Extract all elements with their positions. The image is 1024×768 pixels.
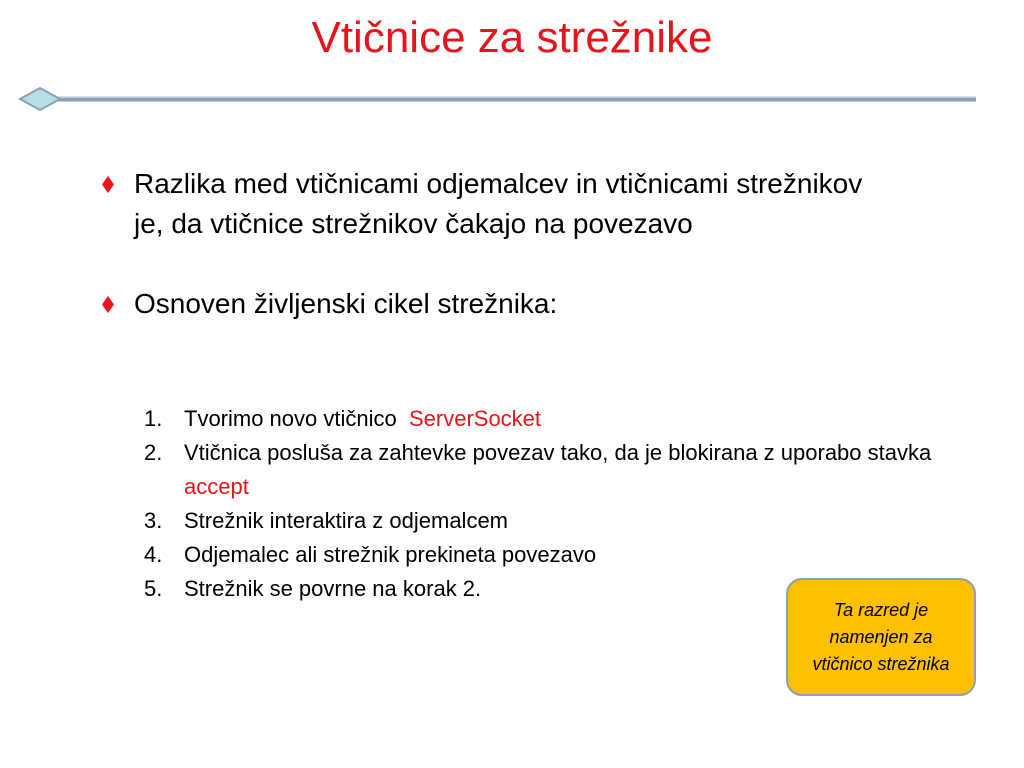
step-number: 1.	[144, 406, 163, 431]
bullet-text: Razlika med vtičnicami odjemalcev in vtičnicami strežnikov je, da vtičnice strežnikov čakajo na povezavo	[134, 168, 863, 239]
list-item	[144, 538, 944, 572]
step-number: 2.	[144, 440, 163, 465]
step-number: 5.	[144, 576, 163, 601]
diamond-bullet-icon	[102, 176, 114, 193]
title-divider	[18, 84, 980, 114]
callout-text: Ta razred je namenjen za vtičnico strežnika	[812, 599, 950, 674]
list-item	[144, 436, 944, 504]
bullet-text: Osnoven življenski cikel strežnika:	[134, 288, 558, 319]
callout-note	[786, 578, 976, 696]
step-text: Strežnik interaktira z odjemalcem	[184, 508, 509, 533]
step-text: Vtičnica posluša za zahtevke povezav tako, da je blokirana z uporabo stavka	[184, 440, 932, 465]
bullet-list	[96, 164, 876, 324]
lifecycle-steps	[144, 402, 944, 606]
step-number: 4.	[144, 542, 163, 567]
slide-title: Vtičnice za strežnike	[311, 13, 713, 62]
step-text: Tvorimo novo vtičnico	[184, 406, 409, 431]
step-keyword: accept	[184, 474, 249, 499]
bullet-item	[96, 164, 876, 244]
bullet-item	[96, 284, 876, 324]
diamond-bullet-icon	[102, 296, 114, 313]
step-text: Odjemalec ali strežnik prekineta povezavo	[184, 542, 597, 567]
list-item	[144, 504, 944, 538]
step-text: Strežnik se povrne na korak 2.	[184, 576, 482, 601]
diamond-icon	[20, 88, 60, 110]
step-number: 3.	[144, 508, 163, 533]
step-keyword: ServerSocket	[408, 406, 542, 431]
list-item	[144, 402, 944, 436]
